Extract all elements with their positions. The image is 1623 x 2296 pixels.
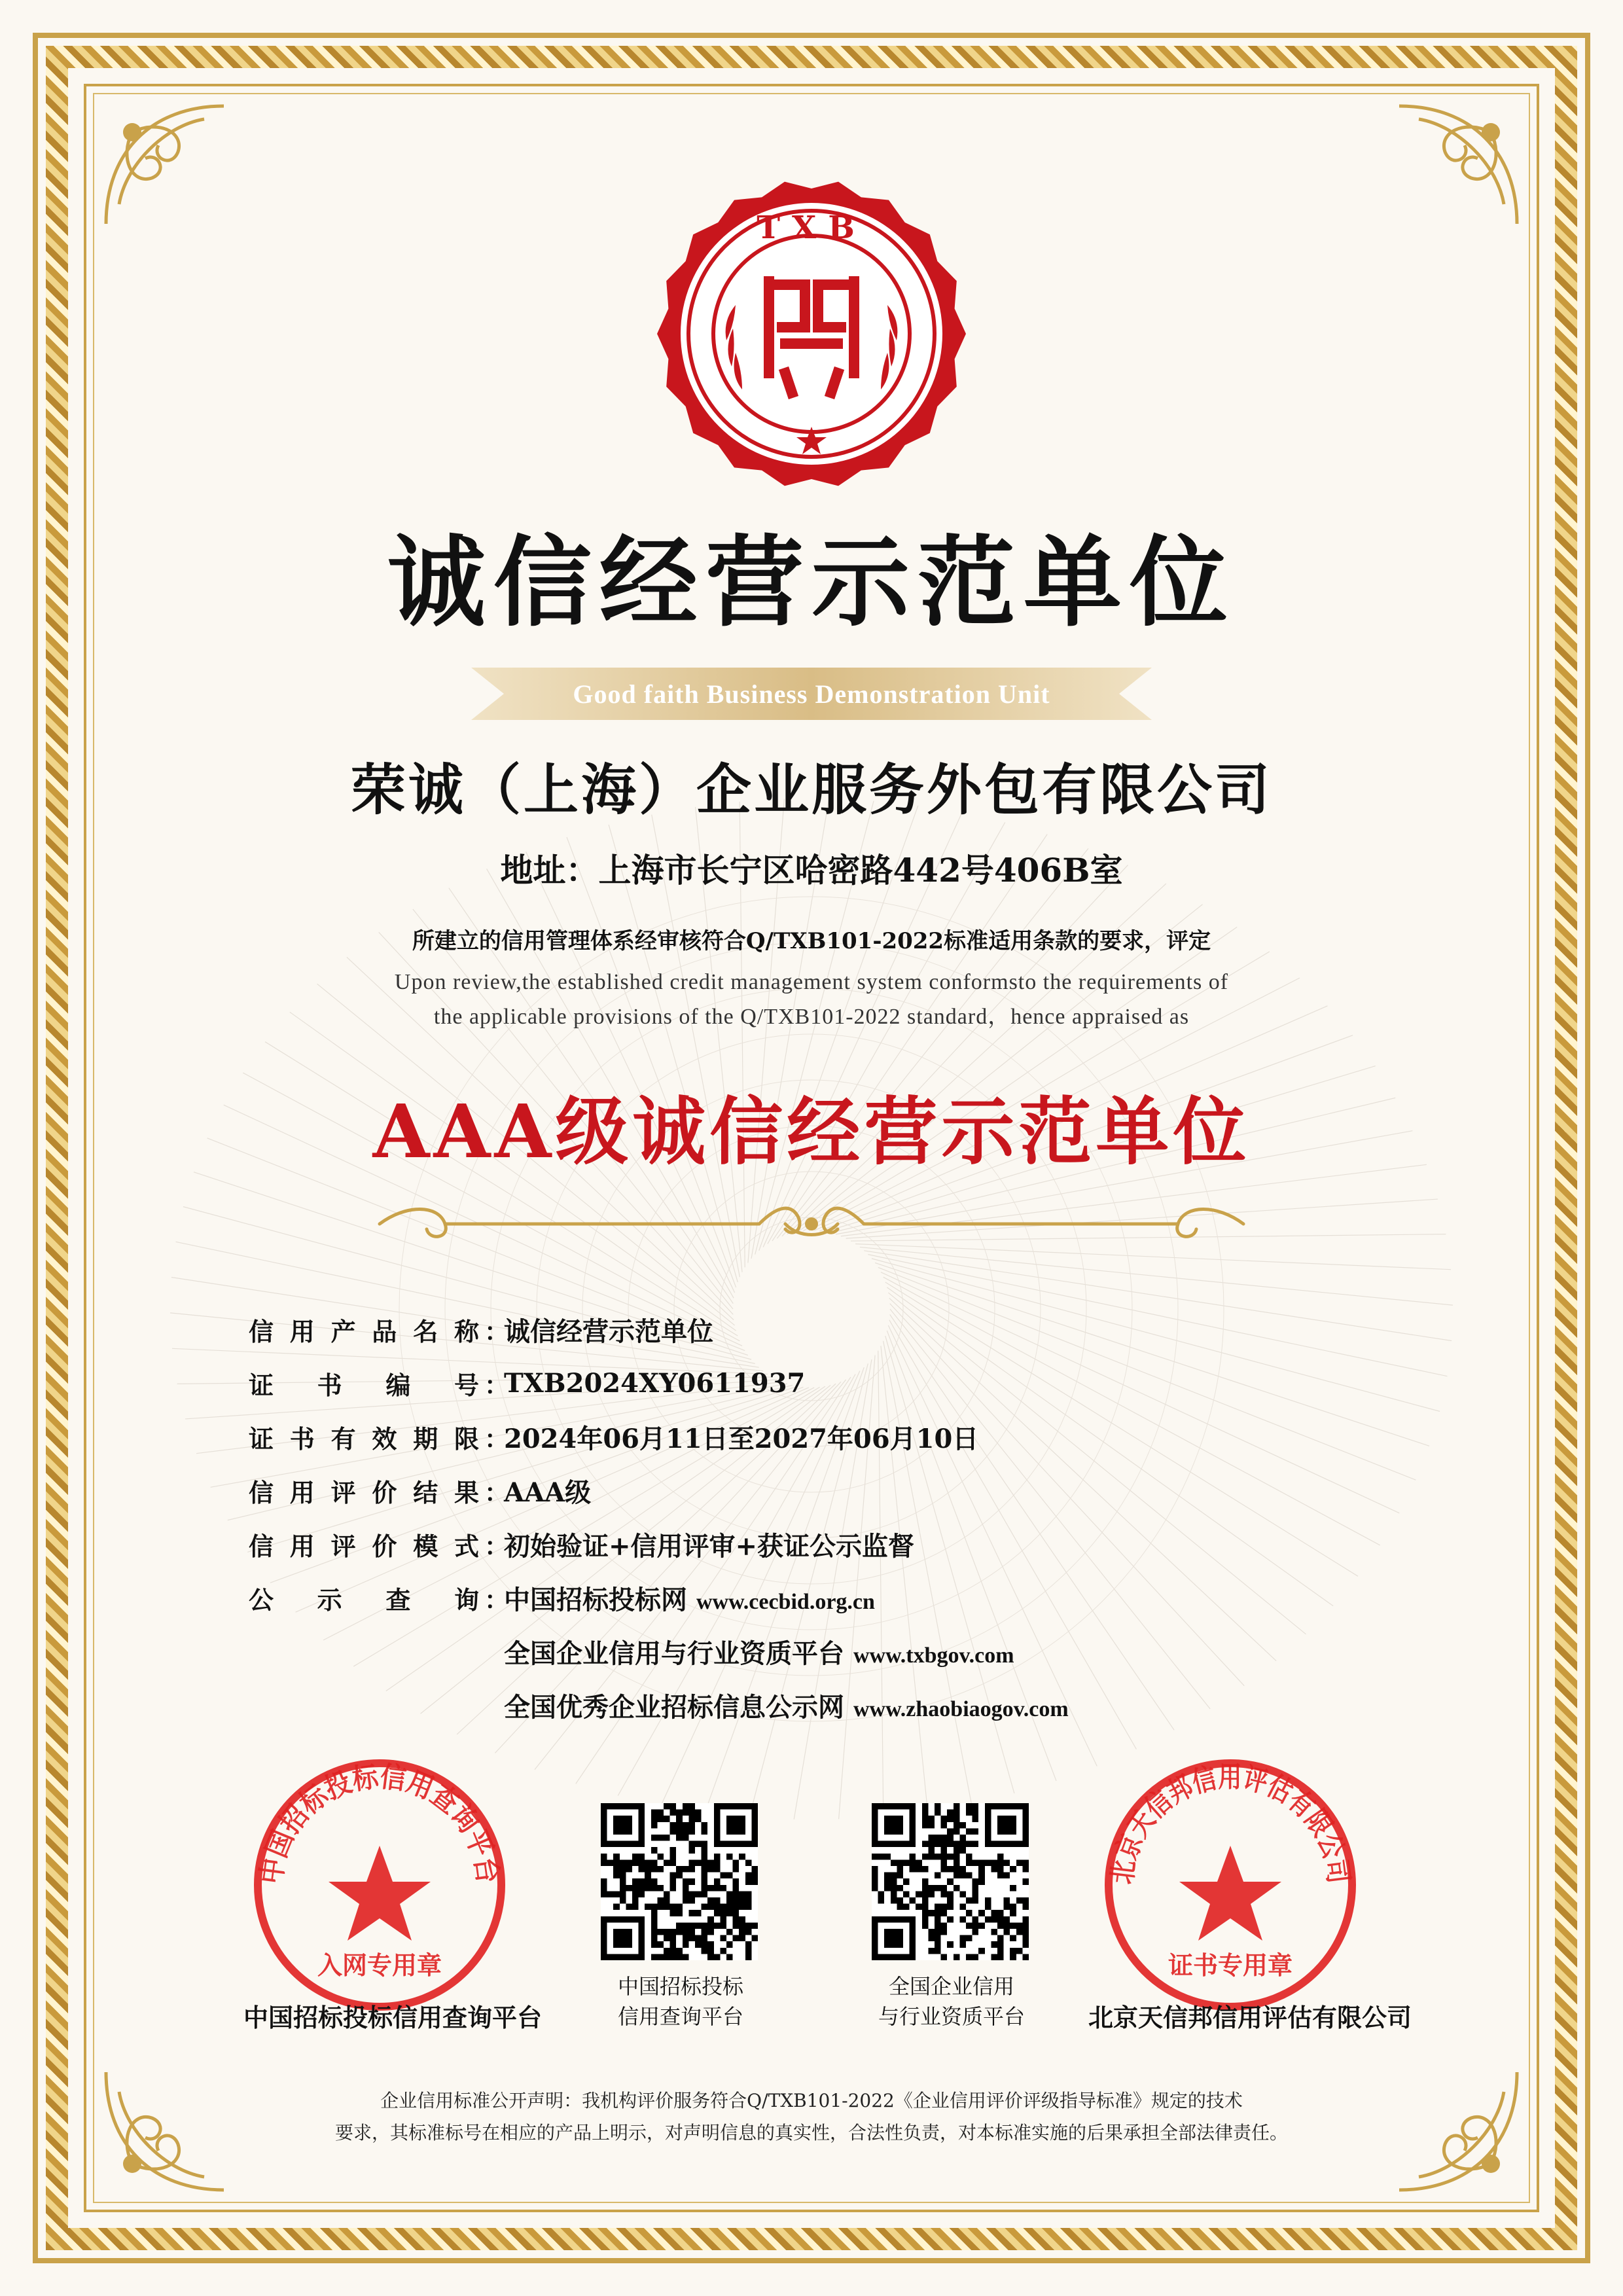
grade-title: AAA级诚信经营示范单位 <box>372 1089 1251 1175</box>
info-colon: ： <box>484 1316 510 1346</box>
label-char: 限 <box>454 1424 479 1454</box>
statement-en <box>0 965 1623 1034</box>
query-link[interactable]: www.cecbid.org.cn <box>696 1589 875 1614</box>
corner-ornament-icon <box>93 93 250 250</box>
info-label <box>249 1419 484 1455</box>
label-char: 价 <box>372 1477 397 1507</box>
label-char: 有 <box>330 1424 356 1454</box>
qr-caption-b <box>847 1971 1056 2032</box>
query-name: 中国招标投标网 <box>504 1584 687 1615</box>
info-colon: ： <box>484 1585 510 1615</box>
query-name: 全国企业信用与行业资质平台 <box>504 1638 844 1669</box>
label-char: 号 <box>454 1370 479 1400</box>
right-seal-caption: 北京天信邦信用评估有限公司 <box>1088 2003 1412 2032</box>
label-char: 效 <box>372 1424 397 1454</box>
seal-bottom-text: 证书专用章 <box>1168 1950 1293 1980</box>
info-label <box>249 1526 484 1562</box>
qr-code-icon[interactable] <box>872 1803 1029 1960</box>
label-char: 公 <box>249 1585 274 1615</box>
info-colon: ： <box>484 1477 510 1507</box>
info-row-query <box>249 1571 1492 1624</box>
label-char: 产 <box>330 1316 356 1346</box>
label-char: 评 <box>330 1477 356 1507</box>
label-char: 证 <box>249 1424 274 1454</box>
company-name: 荣诚（上海）企业服务外包有限公司 <box>350 757 1272 822</box>
label-char: 用 <box>289 1531 315 1561</box>
info-row-query-3 <box>249 1678 1492 1732</box>
qr-caption-line: 全国企业信用 <box>888 1974 1014 1999</box>
info-value <box>504 1633 1014 1670</box>
seal-bottom-text: 入网专用章 <box>317 1950 442 1980</box>
info-row-result <box>249 1463 1492 1517</box>
label-char: 评 <box>330 1531 356 1561</box>
certificate-info <box>249 1302 1492 1732</box>
label-char: 模 <box>413 1531 438 1561</box>
flourish-divider-icon <box>366 1198 1257 1250</box>
right-seal-stamp <box>1099 1754 1361 2016</box>
corner-ornament-icon <box>1373 2046 1530 2203</box>
label-char: 用 <box>289 1316 315 1346</box>
info-row-product <box>249 1302 1492 1356</box>
label-char: 期 <box>413 1424 438 1454</box>
info-row-query-2 <box>249 1624 1492 1678</box>
qr-code-icon[interactable] <box>601 1803 758 1960</box>
label-char: 证 <box>249 1370 274 1400</box>
label-char: 名 <box>413 1316 438 1346</box>
seal-ring-text: 中国招标投标信用查询平台 <box>255 1759 505 1889</box>
company-address: 地址：上海市长宁区哈密路442号406B室 <box>500 851 1123 889</box>
certificate-title: 诚信经营示范单位 <box>387 525 1236 640</box>
info-value: 诚信经营示范单位 <box>504 1316 713 1347</box>
info-label <box>249 1473 484 1509</box>
left-seal-stamp <box>249 1754 510 2016</box>
statement-en-line1: Upon review,the established credit management system conformsto the requirements of <box>394 970 1229 994</box>
info-label <box>249 1580 484 1616</box>
qr-caption-line: 信用查询平台 <box>617 2004 743 2030</box>
statement-cn: 所建立的信用管理体系经审核符合Q/TXB101-2022标准适用条款的要求，评定 <box>412 928 1211 954</box>
left-seal-caption: 中国招标投标信用查询平台 <box>243 2003 542 2032</box>
label-char: 询 <box>454 1585 479 1615</box>
qr-caption-line: 与行业资质平台 <box>878 2004 1025 2030</box>
info-label <box>249 1365 484 1401</box>
info-row-mode <box>249 1517 1492 1571</box>
info-value <box>504 1579 875 1617</box>
info-colon: ： <box>484 1531 510 1561</box>
corner-ornament-icon <box>1373 93 1530 250</box>
label-char: 称 <box>454 1316 479 1346</box>
label-char: 书 <box>317 1370 342 1400</box>
seal-ring-text: 北京天信邦信用评估有限公司 <box>1105 1760 1356 1891</box>
query-link[interactable]: www.zhaobiaogov.com <box>853 1696 1069 1721</box>
footer-line: 要求，其标准标号在相应的产品上明示，对声明信息的真实性，合法性负责，对本标准实施的后果承担全部法律责任。 <box>334 2122 1288 2144</box>
corner-ornament-icon <box>93 2046 250 2203</box>
qr-caption-line: 中国招标投标 <box>617 1974 743 1999</box>
label-char: 信 <box>249 1316 274 1346</box>
label-char: 式 <box>454 1531 479 1561</box>
label-char: 信 <box>249 1531 274 1561</box>
footer-line: 企业信用标准公开声明：我机构评价服务符合Q/TXB101-2022《企业信用评价评级指导标准》规定的技术 <box>380 2090 1243 2111</box>
info-value <box>504 1687 1069 1724</box>
emblem-text: TXB <box>757 209 866 246</box>
label-char: 查 <box>385 1585 411 1615</box>
qr-caption-a <box>576 1971 785 2032</box>
info-value: 2024年06月11日至2027年06月10日 <box>504 1423 979 1454</box>
info-colon: ： <box>484 1370 510 1400</box>
info-row-validity <box>249 1410 1492 1463</box>
label-char: 示 <box>317 1585 342 1615</box>
label-char: 品 <box>372 1316 397 1346</box>
query-link[interactable]: www.txbgov.com <box>853 1643 1014 1668</box>
label-char: 编 <box>385 1370 411 1400</box>
info-colon: ： <box>484 1424 510 1454</box>
label-char: 用 <box>289 1477 315 1507</box>
statement-en-line2: the applicable provisions of the Q/TXB101-2022 standard，hence appraised as <box>433 1004 1190 1029</box>
info-label <box>249 1312 484 1348</box>
info-value: 初始验证+信用评审+获证公示监督 <box>504 1530 915 1562</box>
label-char: 果 <box>454 1477 479 1507</box>
label-char: 书 <box>289 1424 315 1454</box>
footer-statement <box>249 2085 1374 2149</box>
label-char: 信 <box>249 1477 274 1507</box>
info-row-number <box>249 1356 1492 1410</box>
label-char: 价 <box>372 1531 397 1561</box>
txb-emblem-icon <box>654 177 969 491</box>
label-char: 结 <box>413 1477 438 1507</box>
query-name: 全国优秀企业招标信息公示网 <box>504 1691 844 1723</box>
info-value: TXB2024XY0611937 <box>504 1367 806 1399</box>
ribbon-text: Good faith Business Demonstration Unit <box>573 679 1050 709</box>
info-value: AAA级 <box>504 1477 592 1508</box>
